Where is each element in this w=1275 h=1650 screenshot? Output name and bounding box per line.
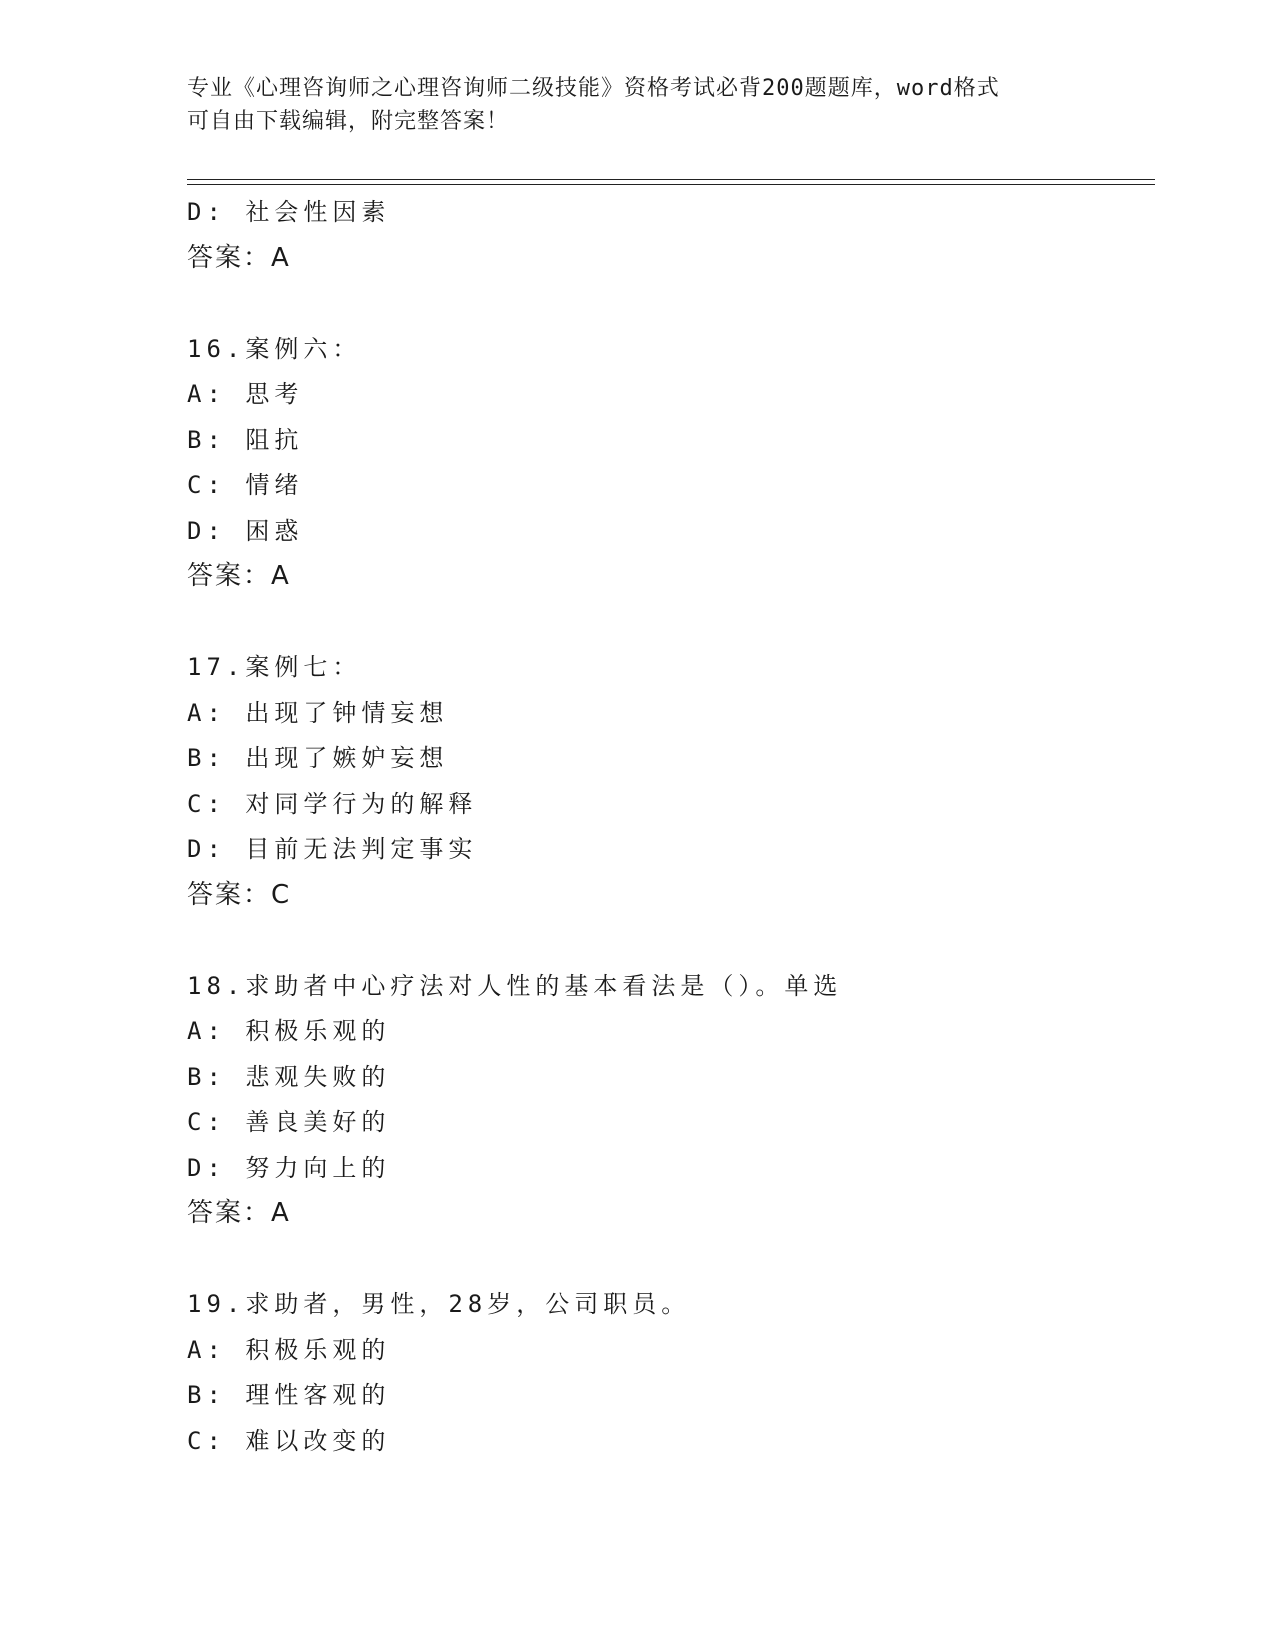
question-16 (187, 327, 1147, 600)
option-d-prev: D: 社会性因素 (187, 198, 391, 226)
option-d: D: 目前无法判定事实 (187, 835, 478, 863)
question-stem: 16.案例六： (187, 334, 362, 363)
question-stem: 18.求助者中心疗法对人性的基本看法是（）。单选 (187, 971, 843, 1000)
option-d: D: 努力向上的 (187, 1153, 391, 1182)
question-18 (187, 964, 1147, 1237)
spacer (187, 1237, 1147, 1283)
option-c: C: 善良美好的 (187, 1108, 391, 1136)
option-b: B: 出现了嫉妒妄想 (187, 744, 449, 772)
spacer (187, 600, 1147, 646)
answer-prev: 答案：A (187, 242, 291, 273)
header-divider-bottom (187, 184, 1155, 185)
header-divider-top (187, 179, 1155, 180)
option-c: C: 情绪 (187, 471, 304, 499)
answer: 答案：A (187, 1198, 291, 1228)
option-b: B: 悲观失败的 (187, 1062, 391, 1091)
answer: 答案：A (187, 561, 291, 591)
question-stem: 17.案例七： (187, 653, 362, 681)
answer: 答案：C (187, 879, 292, 910)
option-d: D: 困惑 (187, 516, 304, 545)
option-b: B: 阻抗 (187, 425, 304, 454)
option-b: B: 理性客观的 (187, 1381, 391, 1409)
option-a: A: 思考 (187, 380, 304, 408)
question-17 (187, 645, 1147, 918)
question-19 (187, 1282, 1147, 1464)
question-stem: 19.求助者，男性，28岁，公司职员。 (187, 1290, 691, 1318)
option-c: C: 对同学行为的解释 (187, 789, 478, 818)
option-a: A: 积极乐观的 (187, 1335, 391, 1364)
spacer (187, 918, 1147, 964)
question-list (187, 190, 1147, 1464)
option-a: A: 积极乐观的 (187, 1017, 391, 1045)
header-title-line-1: 专业《心理咨询师之心理咨询师二级技能》资格考试必背200题题库，word格式 (187, 76, 1000, 101)
option-a: A: 出现了钟情妄想 (187, 698, 449, 727)
header-title-line-2: 可自由下载编辑，附完整答案！ (187, 109, 510, 134)
option-c: C: 难以改变的 (187, 1426, 391, 1455)
spacer (187, 281, 1147, 327)
document-header (187, 72, 1087, 138)
